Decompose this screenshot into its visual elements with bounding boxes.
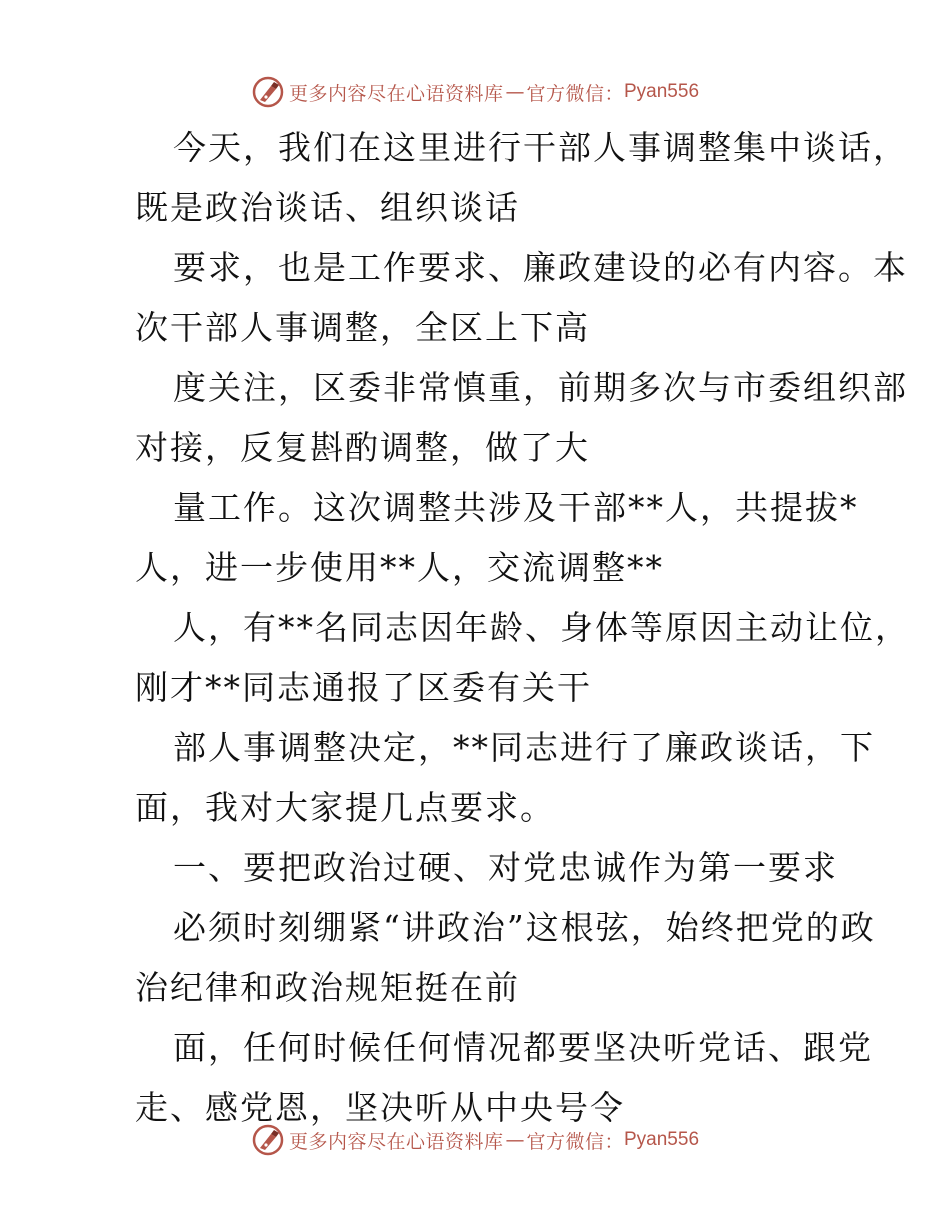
text-line: 必须时刻绷紧“讲政治”这根弦，始终把党的政 bbox=[173, 908, 876, 947]
pen-nib-logo-icon bbox=[251, 75, 285, 109]
text-line: 要求，也是工作要求、廉政建设的必有内容。本 bbox=[173, 248, 908, 287]
watermark-wechat-id: Pyan556 bbox=[624, 81, 700, 102]
text-line: 量工作。这次调整共涉及干部**人，共提拔* bbox=[173, 488, 859, 527]
section-heading: 一、要把政治过硬、对党忠诚作为第一要求 bbox=[173, 848, 838, 887]
header-watermark bbox=[0, 72, 950, 112]
text-line: 人，有**名同志因年龄、身体等原因主动让位， bbox=[173, 608, 910, 647]
pen-nib-logo-icon bbox=[251, 1123, 285, 1157]
document-body bbox=[97, 118, 910, 1138]
text-line: 刚才**同志通报了区委有关干 bbox=[135, 668, 592, 707]
footer-watermark bbox=[0, 1120, 950, 1160]
watermark-text: 更多内容尽在心语资料库 bbox=[288, 1130, 504, 1153]
watermark-separator: — bbox=[505, 1129, 525, 1151]
text-line: 度关注，区委非常慎重，前期多次与市委组织部 bbox=[173, 368, 908, 407]
watermark-wechat-id: Pyan556 bbox=[624, 1129, 700, 1150]
text-line: 走、感党恩，坚决听从中央号令 bbox=[135, 1088, 625, 1127]
text-line: 次干部人事调整，全区上下高 bbox=[135, 308, 590, 347]
text-line: 对接，反复斟酌调整，做了大 bbox=[135, 428, 590, 467]
watermark-separator: — bbox=[505, 81, 525, 103]
watermark-suffix: 官方微信： bbox=[526, 1130, 624, 1153]
text-line: 面，任何时候任何情况都要坚决听党话、跟党 bbox=[173, 1028, 873, 1067]
text-line: 面，我对大家提几点要求。 bbox=[135, 788, 555, 827]
text-line: 人，进一步使用**人，交流调整** bbox=[135, 548, 664, 587]
watermark-text: 更多内容尽在心语资料库 bbox=[288, 82, 504, 105]
watermark-suffix: 官方微信： bbox=[526, 82, 624, 105]
text-line: 今天，我们在这里进行干部人事调整集中谈话， bbox=[173, 128, 908, 167]
text-line: 既是政治谈话、组织谈话 bbox=[135, 188, 520, 227]
text-line: 部人事调整决定，**同志进行了廉政谈话，下 bbox=[173, 728, 875, 767]
text-line: 治纪律和政治规矩挺在前 bbox=[135, 968, 520, 1007]
